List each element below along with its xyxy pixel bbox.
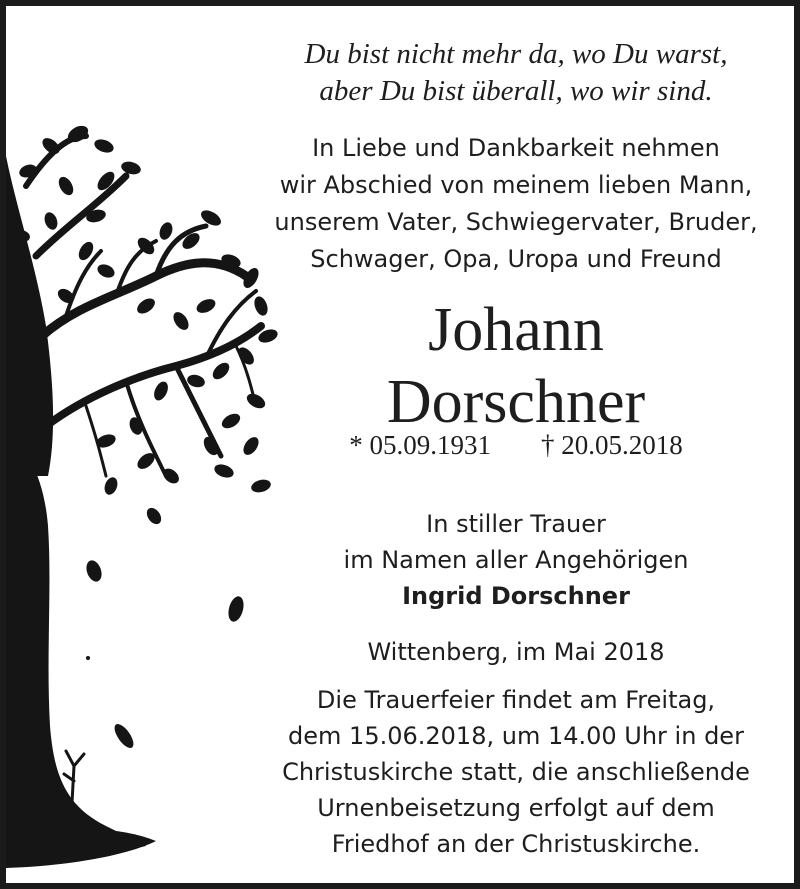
mourning-line: im Namen aller Angehörigen (343, 546, 689, 574)
quote-line: aber Du bist überall, wo wir sind. (319, 75, 713, 107)
intro-line: wir Abschied von meinem lieben Mann, (279, 171, 753, 199)
quote (246, 36, 786, 110)
quote-line: Du bist nicht mehr da, wo Du warst, (304, 38, 728, 70)
falling-leaf-icon (84, 558, 246, 751)
place-date-line: Wittenberg, im Mai 2018 (367, 638, 665, 666)
mourners-block (246, 506, 786, 614)
service-line: Die Trauerfeier findet am Freitag, (316, 686, 716, 714)
first-name: Johann (428, 296, 604, 364)
intro-line: Schwager, Opa, Uropa und Freund (310, 245, 722, 273)
intro-text (246, 130, 786, 278)
birth-date: * 05.09.1931 (349, 430, 491, 460)
life-dates (266, 430, 766, 461)
deceased-name (246, 294, 786, 438)
service-line: Friedhof an der Christuskirche. (331, 830, 701, 858)
service-line: Christuskirche statt, die anschließende (282, 758, 750, 786)
service-info (246, 682, 786, 862)
intro-line: unserem Vater, Schwiegervater, Bruder, (274, 208, 758, 236)
service-line: dem 15.06.2018, um 14.00 Uhr in der (288, 722, 744, 750)
service-line: Urnenbeisetzung erfolgt auf dem (317, 794, 715, 822)
mourning-line: In stiller Trauer (426, 510, 606, 538)
last-name: Dorschner (386, 368, 646, 436)
death-date: † 20.05.2018 (541, 430, 683, 460)
intro-line: In Liebe und Dankbarkeit nehmen (312, 134, 720, 162)
place-date (246, 634, 786, 670)
mourner-name: Ingrid Dorschner (402, 582, 630, 610)
